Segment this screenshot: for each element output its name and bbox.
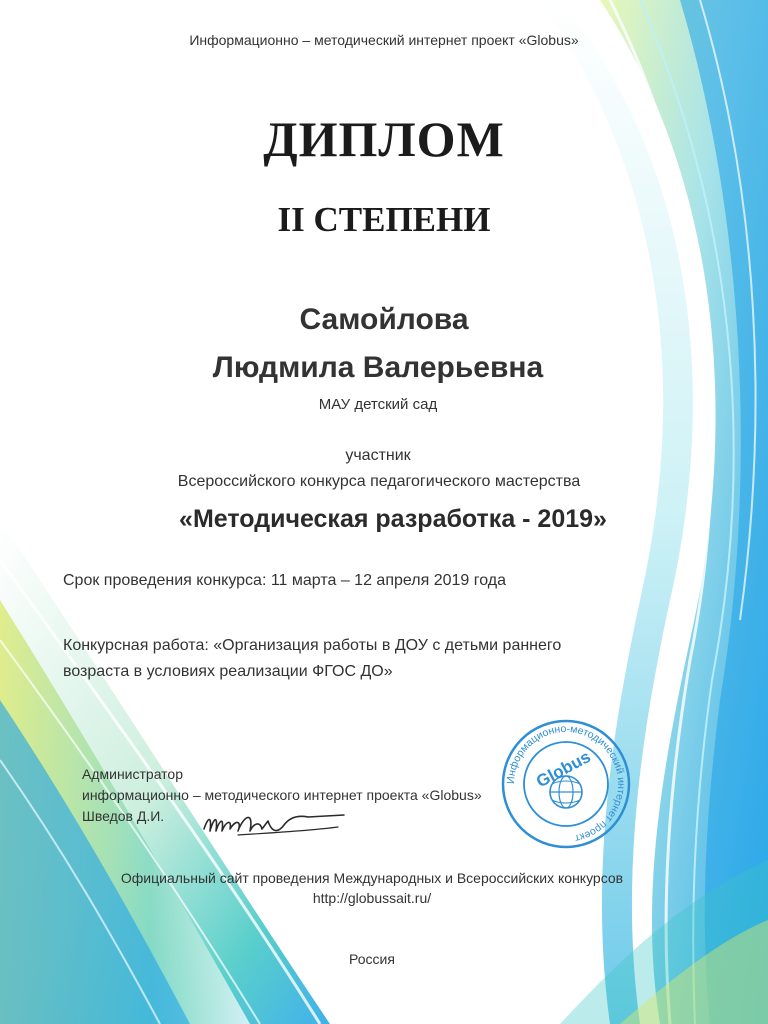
country-label: Россия	[349, 951, 395, 967]
contest-title: Всероссийского конкурса педагогического мастерства	[177, 473, 581, 490]
official-site-link[interactable]: http://globussait.ru/	[312, 890, 432, 906]
administrator-title: Администратор	[82, 766, 184, 782]
project-header: Информационно – методический интернет проект «Globus»	[189, 32, 579, 48]
recipient-surname: Самойлова	[299, 303, 469, 336]
signature-icon	[198, 803, 348, 843]
administrator-project: информационно – методического интернет проекта «Globus»	[82, 787, 482, 803]
globus-seal-icon	[500, 718, 632, 850]
contest-period: Срок проведения конкурса: 11 марта – 12 апреля 2019 года	[63, 572, 506, 589]
recipient-given-names: Людмила Валерьевна	[212, 351, 544, 384]
contest-work-line-1: Конкурсная работа: «Организация работы в ДОУ с детьми раннего	[63, 637, 562, 654]
administrator-name: Шведов Д.И.	[82, 808, 165, 824]
svg-text:Globus: Globus	[533, 747, 594, 792]
diploma-title: ДИПЛОМ	[263, 111, 505, 167]
contest-name: «Методическая разработка - 2019»	[179, 505, 607, 533]
official-site-text: Официальный сайт проведения Международных и Всероссийских конкурсов	[120, 870, 624, 886]
contest-work-line-2: возраста в условиях реализации ФГОС ДО»	[63, 663, 393, 680]
svg-text:Информационно-методический инт: Информационно-методический интернет проект	[504, 722, 628, 845]
diploma-degree: II СТЕПЕНИ	[277, 200, 491, 239]
award-role: участник	[345, 447, 411, 464]
recipient-organization: МАУ детский сад	[318, 396, 438, 413]
